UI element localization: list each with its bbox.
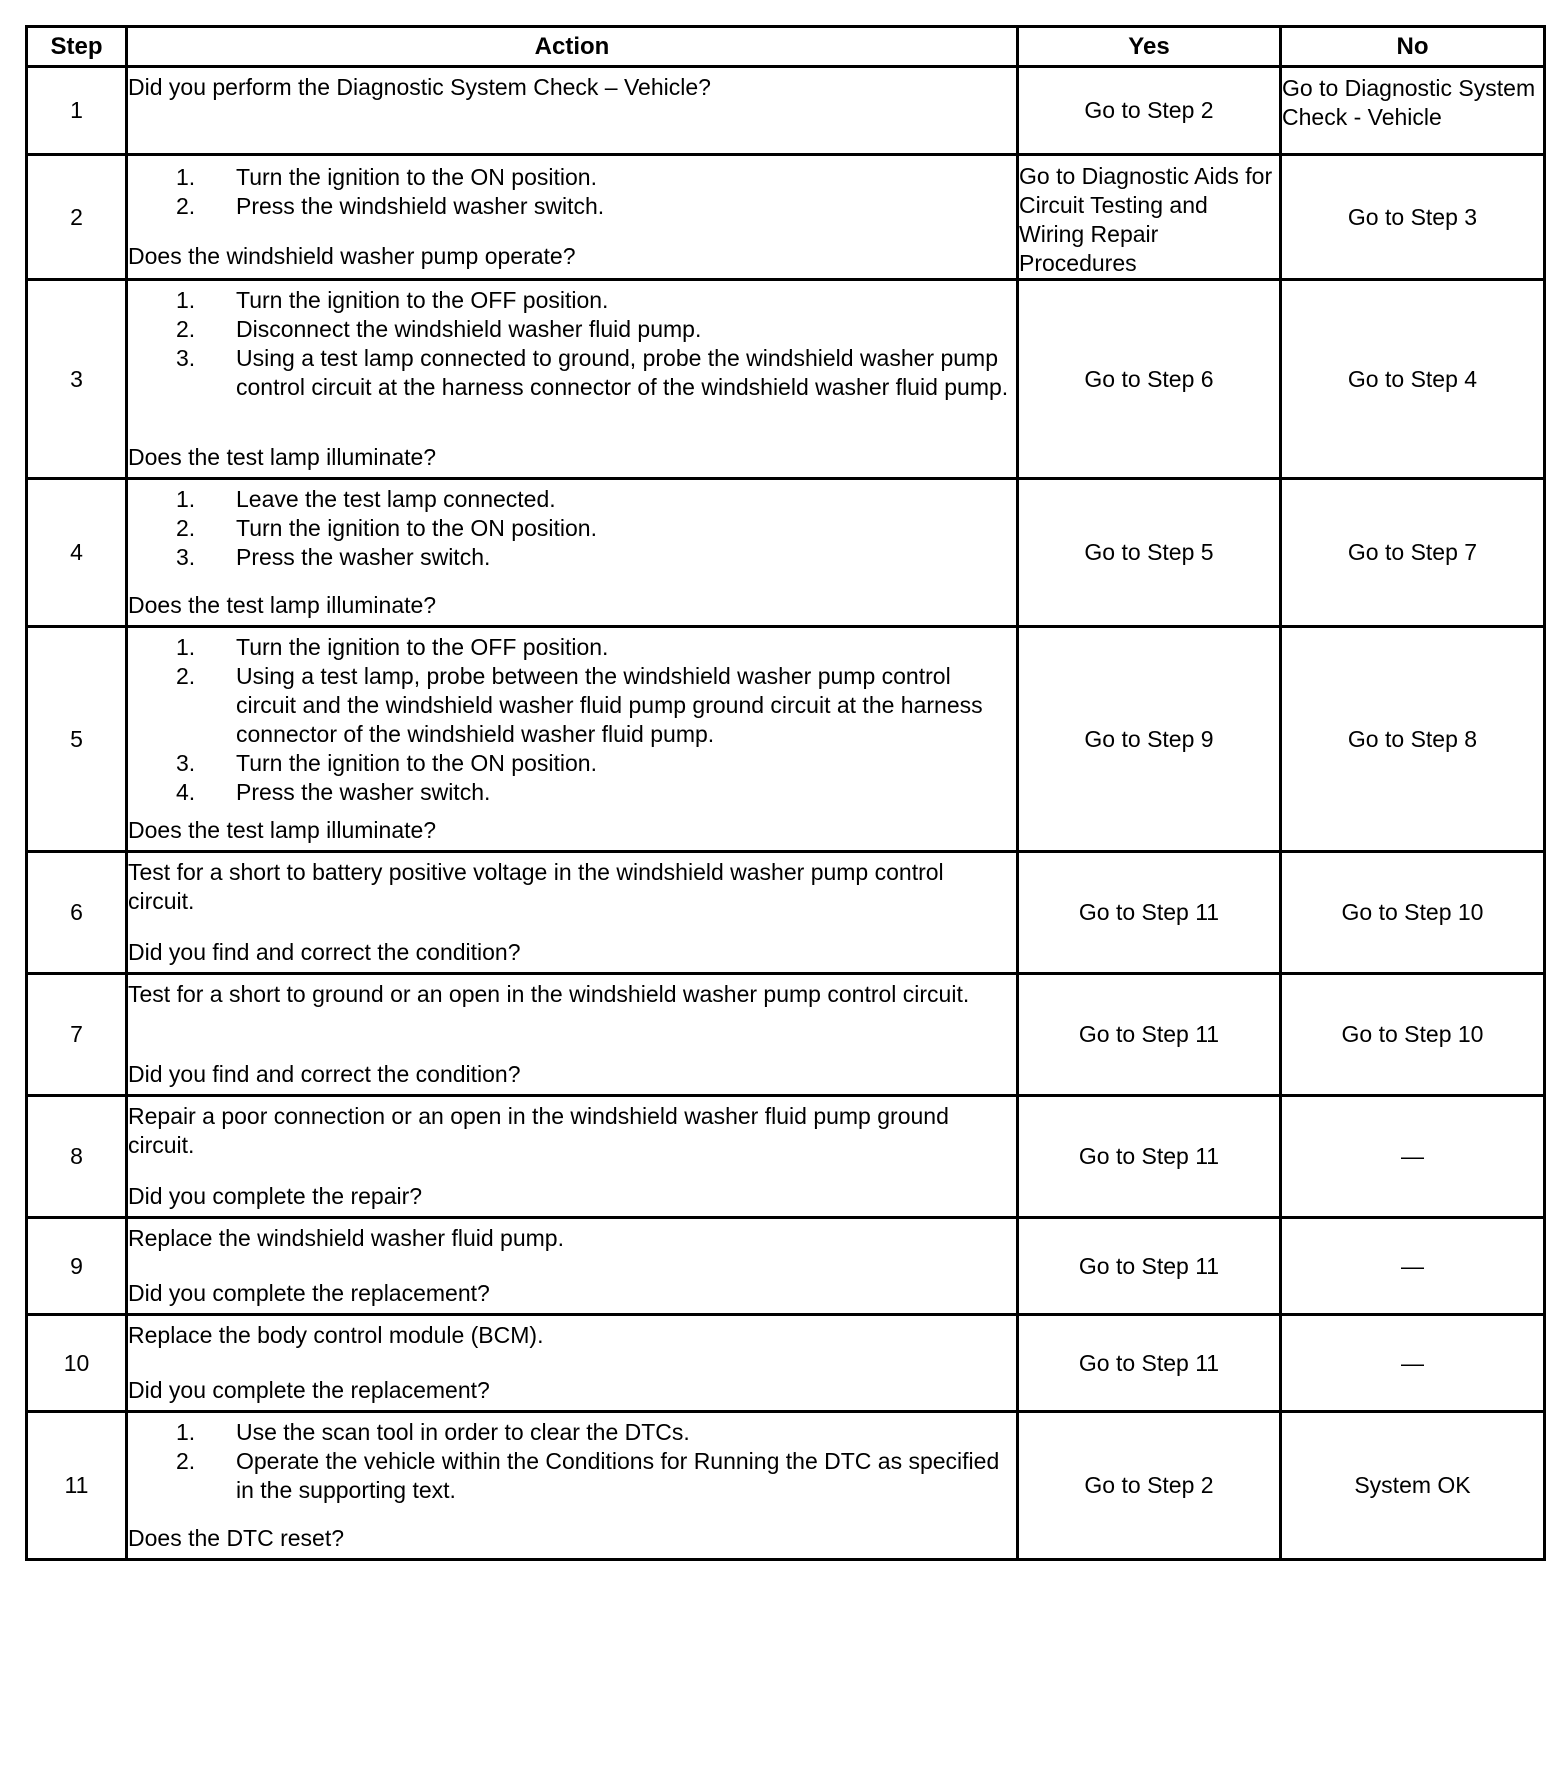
no-result: Go to Step 8: [1281, 627, 1545, 852]
action-cell: [127, 67, 1018, 155]
table-row: [27, 1412, 1545, 1560]
action-text: Test for a short to battery positive voltage in the windshield washer pump control circuit.: [128, 859, 944, 914]
list-item: [128, 662, 1016, 749]
no-result: Go to Step 10: [1281, 974, 1545, 1096]
list-item: [128, 1447, 1016, 1505]
list-item-number: 1.: [176, 287, 196, 313]
list-item-number: 2.: [176, 663, 196, 689]
list-item-number: 4.: [176, 779, 196, 805]
table-row: [27, 1218, 1545, 1315]
yes-result: Go to Step 11: [1018, 1315, 1281, 1412]
header-yes: Yes: [1018, 27, 1281, 67]
action-text: Replace the body control module (BCM).: [128, 1322, 544, 1348]
list-item: [128, 749, 1016, 778]
action-cell: [127, 155, 1018, 280]
yes-result: Go to Step 11: [1018, 1096, 1281, 1218]
step-number: 4: [27, 479, 127, 627]
step-number: 11: [27, 1412, 127, 1560]
list-item-number: 3.: [176, 345, 196, 371]
table-row: [27, 280, 1545, 479]
no-result: Go to Step 10: [1281, 852, 1545, 974]
list-item-text: Turn the ignition to the ON position.: [236, 515, 597, 541]
yes-result: Go to Step 6: [1018, 280, 1281, 479]
list-item-text: Turn the ignition to the OFF position.: [236, 634, 609, 660]
list-item-number: 3.: [176, 544, 196, 570]
list-item-number: 1.: [176, 1419, 196, 1445]
list-item: [128, 778, 1016, 807]
no-result: —: [1281, 1218, 1545, 1315]
step-number: 5: [27, 627, 127, 852]
list-item-number: 2.: [176, 193, 196, 219]
table-row: [27, 155, 1545, 280]
action-cell: [127, 1412, 1018, 1560]
list-item: [128, 543, 1016, 572]
list-item: [128, 163, 1016, 192]
action-list: [128, 286, 1016, 402]
list-item: [128, 286, 1016, 315]
action-cell: [127, 627, 1018, 852]
list-item-number: 2.: [176, 515, 196, 541]
list-item: [128, 1418, 1016, 1447]
table-row: [27, 1315, 1545, 1412]
step-number: 3: [27, 280, 127, 479]
action-question: Did you find and correct the condition?: [128, 939, 521, 965]
action-cell: [127, 1218, 1018, 1315]
list-item-text: Turn the ignition to the OFF position.: [236, 287, 609, 313]
list-item: [128, 633, 1016, 662]
action-question: Does the DTC reset?: [128, 1525, 345, 1551]
action-question: Does the test lamp illuminate?: [128, 817, 437, 843]
list-item-text: Use the scan tool in order to clear the DTCs.: [236, 1419, 690, 1445]
no-result: —: [1281, 1096, 1545, 1218]
action-text: Repair a poor connection or an open in the windshield washer fluid pump ground circuit.: [128, 1103, 949, 1158]
action-list: [128, 163, 1016, 221]
no-result: System OK: [1281, 1412, 1545, 1560]
step-number: 7: [27, 974, 127, 1096]
list-item-text: Press the washer switch.: [236, 544, 491, 570]
step-number: 2: [27, 155, 127, 280]
action-list: [128, 1418, 1016, 1505]
no-result: Go to Step 3: [1281, 155, 1545, 280]
list-item: [128, 485, 1016, 514]
action-text: Test for a short to ground or an open in the windshield washer pump control circuit.: [128, 981, 970, 1007]
action-question: Did you complete the replacement?: [128, 1377, 490, 1403]
no-result: Go to Diagnostic System Check - Vehicle: [1281, 67, 1545, 155]
action-question: Does the test lamp illuminate?: [128, 592, 437, 618]
action-text: Did you perform the Diagnostic System Check – Vehicle?: [128, 74, 711, 100]
list-item: [128, 315, 1016, 344]
action-cell: [127, 479, 1018, 627]
yes-result: Go to Step 11: [1018, 1218, 1281, 1315]
no-result: Go to Step 4: [1281, 280, 1545, 479]
step-number: 8: [27, 1096, 127, 1218]
step-number: 6: [27, 852, 127, 974]
header-row: [27, 27, 1545, 67]
table-row: [27, 67, 1545, 155]
yes-result: Go to Step 9: [1018, 627, 1281, 852]
step-number: 1: [27, 67, 127, 155]
list-item-number: 1.: [176, 164, 196, 190]
action-list: [128, 633, 1016, 807]
list-item-number: 1.: [176, 634, 196, 660]
list-item-text: Using a test lamp connected to ground, probe the windshield washer pump control circuit at the harness connector of the windshield washer fluid pump.: [236, 345, 1009, 400]
no-result: Go to Step 7: [1281, 479, 1545, 627]
list-item-text: Press the washer switch.: [236, 779, 491, 805]
list-item-text: Turn the ignition to the ON position.: [236, 164, 597, 190]
action-cell: [127, 1096, 1018, 1218]
list-item-text: Turn the ignition to the ON position.: [236, 750, 597, 776]
table-body: [27, 67, 1545, 1560]
table-row: [27, 627, 1545, 852]
list-item-text: Using a test lamp, probe between the windshield washer pump control circuit and the windshield washer fluid pump ground circuit at the harness connector of the windshield washer fluid pump.: [236, 663, 983, 747]
action-question: Did you complete the repair?: [128, 1183, 423, 1209]
yes-result: Go to Step 2: [1018, 67, 1281, 155]
diagnostic-table: [25, 25, 1546, 1561]
list-item-text: Disconnect the windshield washer fluid pump.: [236, 316, 702, 342]
list-item-text: Leave the test lamp connected.: [236, 486, 556, 512]
step-number: 9: [27, 1218, 127, 1315]
step-number: 10: [27, 1315, 127, 1412]
list-item-number: 2.: [176, 1448, 196, 1474]
action-cell: [127, 852, 1018, 974]
yes-result: Go to Diagnostic Aids for Circuit Testing and Wiring Repair Procedures: [1018, 155, 1281, 280]
list-item-number: 1.: [176, 486, 196, 512]
yes-result: Go to Step 5: [1018, 479, 1281, 627]
action-list: [128, 485, 1016, 572]
action-cell: [127, 1315, 1018, 1412]
action-question: Did you find and correct the condition?: [128, 1061, 521, 1087]
action-cell: [127, 974, 1018, 1096]
action-question: Does the test lamp illuminate?: [128, 444, 437, 470]
header-step: Step: [27, 27, 127, 67]
list-item-number: 3.: [176, 750, 196, 776]
action-cell: [127, 280, 1018, 479]
list-item: [128, 514, 1016, 543]
list-item: [128, 344, 1016, 402]
table-row: [27, 974, 1545, 1096]
header-no: No: [1281, 27, 1545, 67]
action-text: Replace the windshield washer fluid pump.: [128, 1225, 564, 1251]
header-action: Action: [127, 27, 1018, 67]
list-item-number: 2.: [176, 316, 196, 342]
action-question: Did you complete the replacement?: [128, 1280, 490, 1306]
list-item: [128, 192, 1016, 221]
list-item-text: Operate the vehicle within the Conditions for Running the DTC as specified in the supporting text.: [236, 1448, 1000, 1503]
no-result: —: [1281, 1315, 1545, 1412]
yes-result: Go to Step 11: [1018, 974, 1281, 1096]
table-row: [27, 852, 1545, 974]
table-row: [27, 1096, 1545, 1218]
list-item-text: Press the windshield washer switch.: [236, 193, 605, 219]
action-question: Does the windshield washer pump operate?: [128, 243, 576, 269]
yes-result: Go to Step 11: [1018, 852, 1281, 974]
table-row: [27, 479, 1545, 627]
yes-result: Go to Step 2: [1018, 1412, 1281, 1560]
